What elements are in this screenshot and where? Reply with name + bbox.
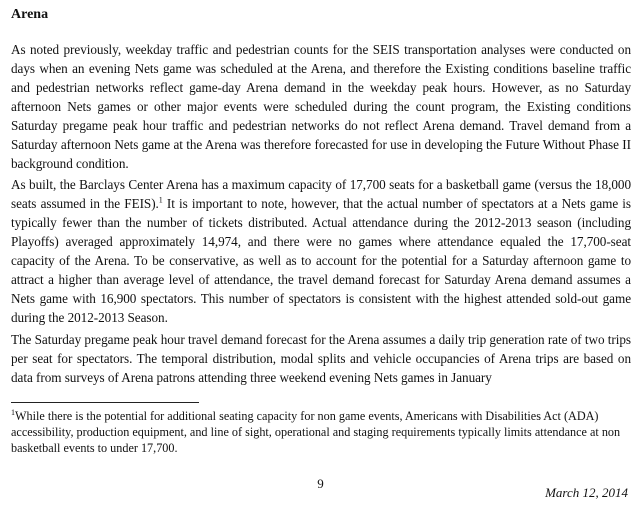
paragraph-existing-conditions: As noted previously, weekday traffic and pedestrian counts for the SEIS transportation analyses were conducted on days when an evening Nets game was scheduled at the Arena, and therefore the Existing conditions baseline traffic and pedestrian networks reflect game-day Arena demand in the weekday peak hours. However, as no Saturday afternoon Nets games or other major events were scheduled during the count program, the Existing conditions Saturday pregame peak hour traffic and pedestrian networks do not reflect Arena demand. Travel demand from a Saturday afternoon Nets game at the Arena was therefore forecasted for use in developing the Future Without Phase II background condition. [11,42,631,171]
paragraph-arena-capacity [11,175,631,327]
document-date: March 12, 2014 [545,485,628,500]
footnote-text: While there is the potential for additional seating capacity for non game events, Americans with Disabilities Act (ADA) accessibility, production equipment, and line of sight, operational and staging requirements typically limits attendance at non basketball events to under 17,700. [11,409,621,455]
paragraph-arena-capacity-part1: As built, the Barclays Center Arena has a maximum capacity of 17,700 seats for a basketball game (versus the 18,000 seats assumed in the FEIS). [11,177,631,211]
paragraph-trip-generation: The Saturday pregame peak hour travel demand forecast for the Arena assumes a daily trip generation rate of two trips per seat for spectators. The temporal distribution, modal splits and vehicle occupancies of Arena trips are based on data from surveys of Arena patrons attending three weekend evening Nets games in January [11,332,631,385]
footnote-reference: 1 [158,195,163,205]
paragraph-arena-capacity-part2: It is important to note, however, that the actual number of spectators at a Nets game is typically fewer than the number of tickets distributed. Actual attendance during the 2012-2013 season (including Playoffs) averaged approximately 14,974, and there were no games where attendance equaled the 17,700-seat capacity of the Arena. To be conservative, as well as to account for the potential for a Saturday afternoon game to attract a higher than average level of attendance, the travel demand forecast for Saturday Arena demand assumes a Nets game with 16,900 spectators. This number of spectators is consistent with the highest attended sold-out game during the 2012-2013 Season. [11,196,632,325]
footnote-marker: 1 [11,407,15,417]
footnote-divider [11,402,199,403]
footnote [11,408,631,456]
section-heading: Arena [11,7,49,22]
page-number: 9 [317,476,324,491]
